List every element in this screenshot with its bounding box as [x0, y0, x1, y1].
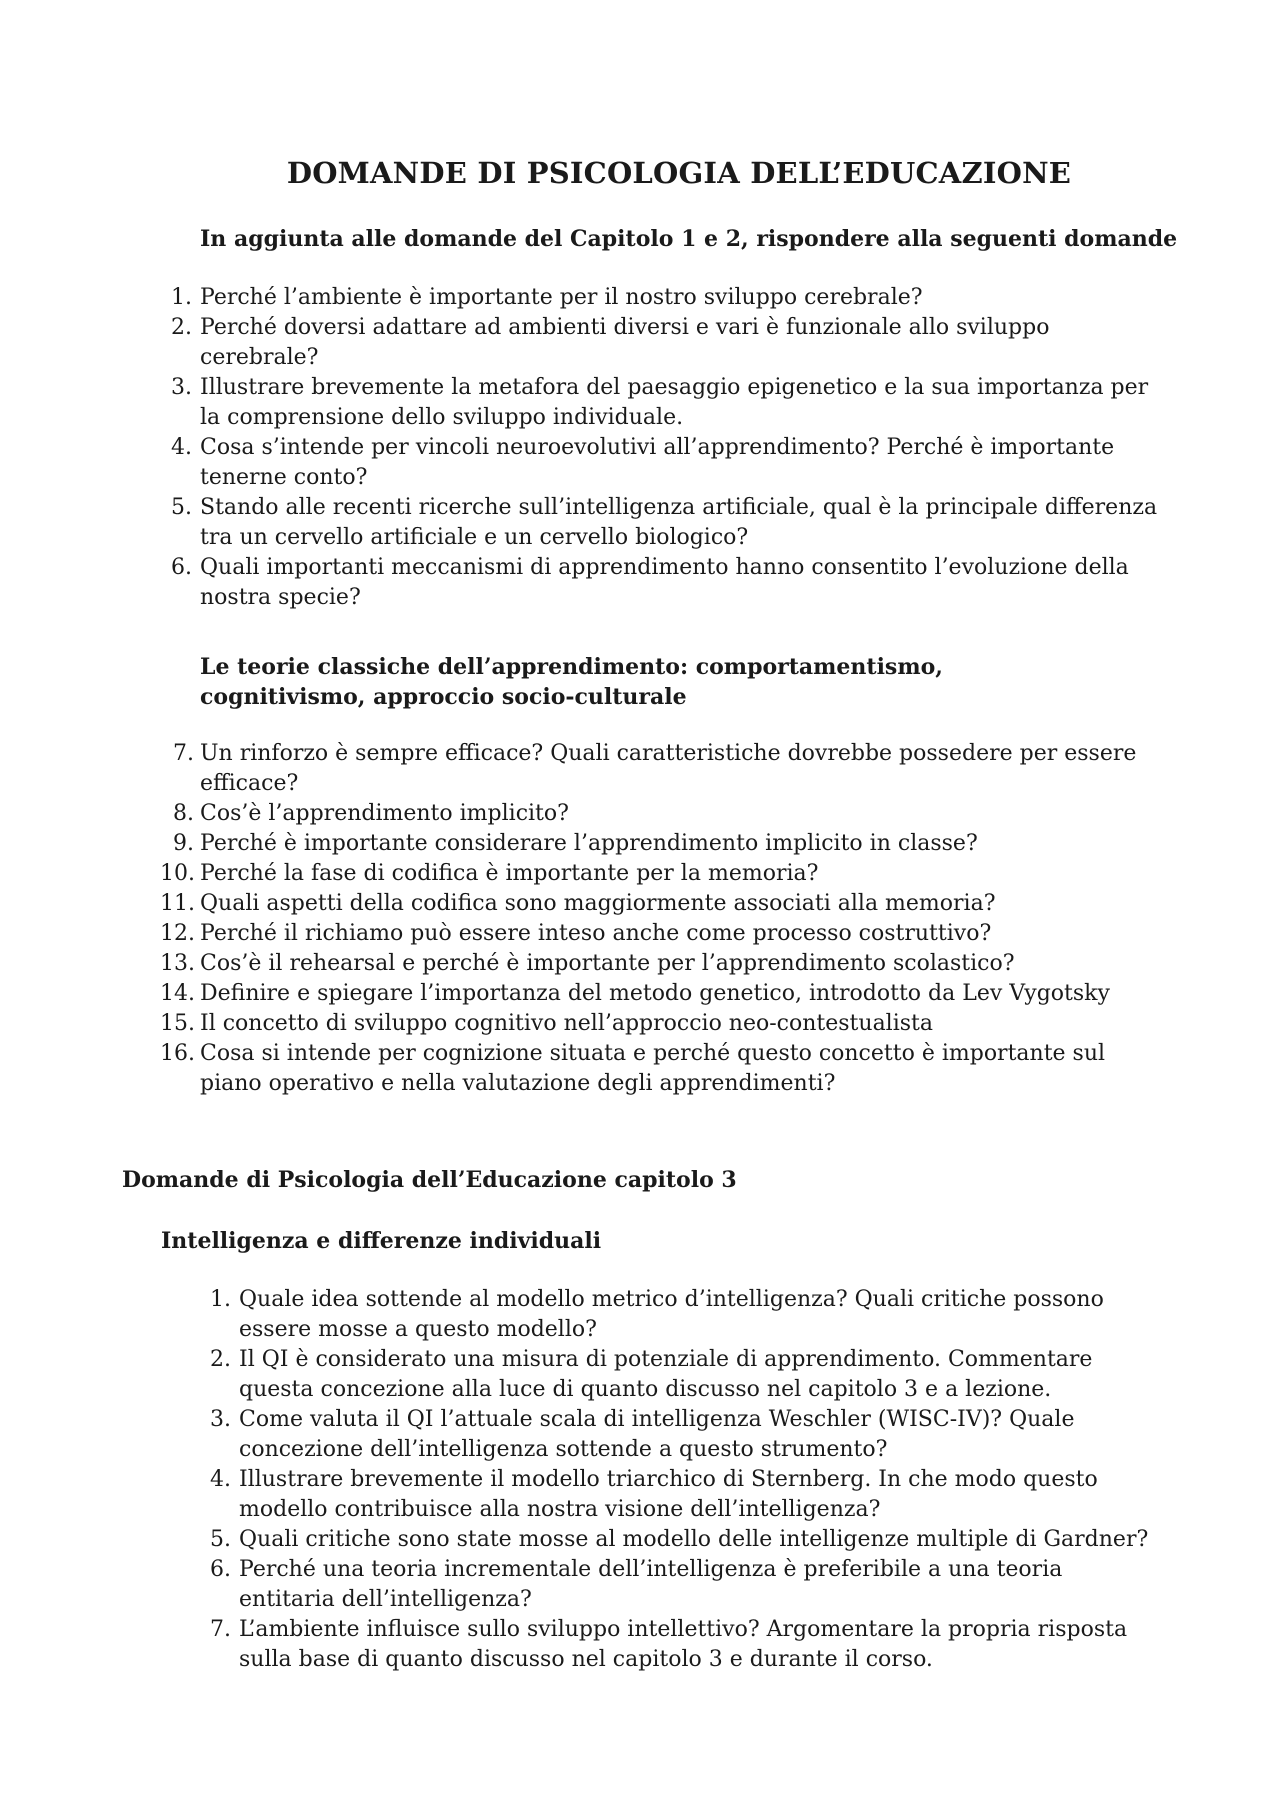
question-item [171, 493, 1160, 553]
question-item [210, 1345, 1159, 1405]
question-number: 11. [160, 891, 195, 916]
question-item [171, 553, 1160, 613]
question-item [210, 1465, 1159, 1525]
question-item [210, 1285, 1159, 1345]
question-item [160, 859, 1160, 889]
question-text: Perché il richiamo può essere inteso anche come processo costruttivo? [200, 921, 992, 946]
question-text: Illustrare brevemente la metafora del paesaggio epigenetico e la sua importanza per la comprensione dello sviluppo individuale. [200, 375, 1149, 430]
question-item [210, 1405, 1159, 1465]
question-text: Quali critiche sono state mosse al modello delle intelligenze multiple di Gardner? [239, 1527, 1149, 1552]
question-item [160, 889, 1160, 919]
question-number: 13. [160, 951, 195, 976]
section3-question-list [210, 1285, 1159, 1675]
question-number: 12. [160, 921, 195, 946]
question-number: 7. [173, 741, 194, 766]
document-title: DOMANDE DI PSICOLOGIA DELL’EDUCAZIONE [286, 156, 1072, 190]
question-item [171, 283, 1160, 313]
section3-heading: Intelligenza e differenze individuali [161, 1228, 602, 1254]
question-number: 3. [171, 375, 192, 400]
question-text: Cos’è l’apprendimento implicito? [200, 801, 569, 826]
question-number: 10. [160, 861, 195, 886]
question-text: Cosa si intende per cognizione situata e perché questo concetto è importante sul piano operativo e nella valutazione degli apprendimenti? [200, 1041, 1106, 1096]
section2-question-list [160, 739, 1160, 1099]
question-number: 3. [210, 1407, 231, 1432]
question-text: L’ambiente influisce sullo sviluppo intellettivo? Argomentare la propria risposta sulla base di quanto discusso nel capitolo 3 e durante il corso. [239, 1617, 1128, 1672]
question-item [160, 919, 1160, 949]
question-item [171, 373, 1160, 433]
question-item [171, 433, 1160, 493]
question-text: Come valuta il QI l’attuale scala di intelligenza Weschler (WISC-IV)? Quale concezione dell’intelligenza sottende a questo strumento? [239, 1407, 1075, 1462]
question-item [160, 949, 1160, 979]
question-number: 2. [171, 315, 192, 340]
question-number: 6. [210, 1557, 231, 1582]
question-item [160, 979, 1160, 1009]
question-number: 9. [173, 831, 194, 856]
question-text: Perché è importante considerare l’apprendimento implicito in classe? [200, 831, 978, 856]
question-text: Cos’è il rehearsal e perché è importante per l’apprendimento scolastico? [200, 951, 1015, 976]
question-text: Quali aspetti della codifica sono maggiormente associati alla memoria? [200, 891, 996, 916]
question-number: 16. [160, 1041, 195, 1066]
question-item [173, 829, 1160, 859]
question-text: Perché la fase di codifica è importante per la memoria? [200, 861, 819, 886]
question-number: 14. [160, 981, 195, 1006]
question-number: 1. [210, 1287, 231, 1312]
question-item [173, 739, 1160, 799]
question-item [210, 1525, 1159, 1555]
question-number: 4. [210, 1467, 231, 1492]
section1-question-list [171, 283, 1160, 613]
question-item [160, 1039, 1160, 1099]
question-number: 8. [173, 801, 194, 826]
question-text: Illustrare brevemente il modello triarchico di Sternberg. In che modo questo modello contribuisce alla nostra visione dell’intelligenza? [239, 1467, 1098, 1522]
question-item [171, 313, 1160, 373]
question-text: Perché doversi adattare ad ambienti diversi e vari è funzionale allo sviluppo cerebrale? [200, 315, 1050, 370]
intro-heading: In aggiunta alle domande del Capitolo 1 e 2, rispondere alla seguenti domande [200, 226, 1178, 252]
question-number: 7. [210, 1617, 231, 1642]
question-number: 6. [171, 555, 192, 580]
question-text: Il QI è considerato una misura di potenziale di apprendimento. Commentare questa concezione alla luce di quanto discusso nel capitolo 3 e a lezione. [239, 1347, 1093, 1402]
question-text: Un rinforzo è sempre efficace? Quali caratteristiche dovrebbe possedere per essere efficace? [200, 741, 1137, 796]
question-number: 1. [171, 285, 192, 310]
question-text: Quale idea sottende al modello metrico d’intelligenza? Quali critiche possono essere mosse a questo modello? [239, 1287, 1104, 1342]
question-number: 15. [160, 1011, 195, 1036]
question-text: Perché l’ambiente è importante per il nostro sviluppo cerebrale? [200, 285, 923, 310]
question-number: 5. [210, 1527, 231, 1552]
question-item [210, 1555, 1159, 1615]
question-text: Definire e spiegare l’importanza del metodo genetico, introdotto da Lev Vygotsky [200, 981, 1110, 1006]
question-text: Quali importanti meccanismi di apprendimento hanno consentito l’evoluzione della nostra specie? [200, 555, 1129, 610]
section2-heading: Le teorie classiche dell’apprendimento: comportamentismo, cognitivismo, approccio socio-culturale [200, 654, 943, 710]
chapter3-heading: Domande di Psicologia dell’Educazione capitolo 3 [122, 1167, 737, 1193]
question-number: 4. [171, 435, 192, 460]
question-text: Stando alle recenti ricerche sull’intelligenza artificiale, qual è la principale differenza tra un cervello artificiale e un cervello biologico? [200, 495, 1158, 550]
question-number: 5. [171, 495, 192, 520]
question-text: Cosa s’intende per vincoli neuroevolutivi all’apprendimento? Perché è importante tenerne conto? [200, 435, 1115, 490]
question-number: 2. [210, 1347, 231, 1372]
question-text: Perché una teoria incrementale dell’intelligenza è preferibile a una teoria entitaria dell’intelligenza? [239, 1557, 1063, 1612]
question-item [160, 1009, 1160, 1039]
question-item [173, 799, 1160, 829]
question-item [210, 1615, 1159, 1675]
question-text: Il concetto di sviluppo cognitivo nell’approccio neo-contestualista [200, 1011, 934, 1036]
